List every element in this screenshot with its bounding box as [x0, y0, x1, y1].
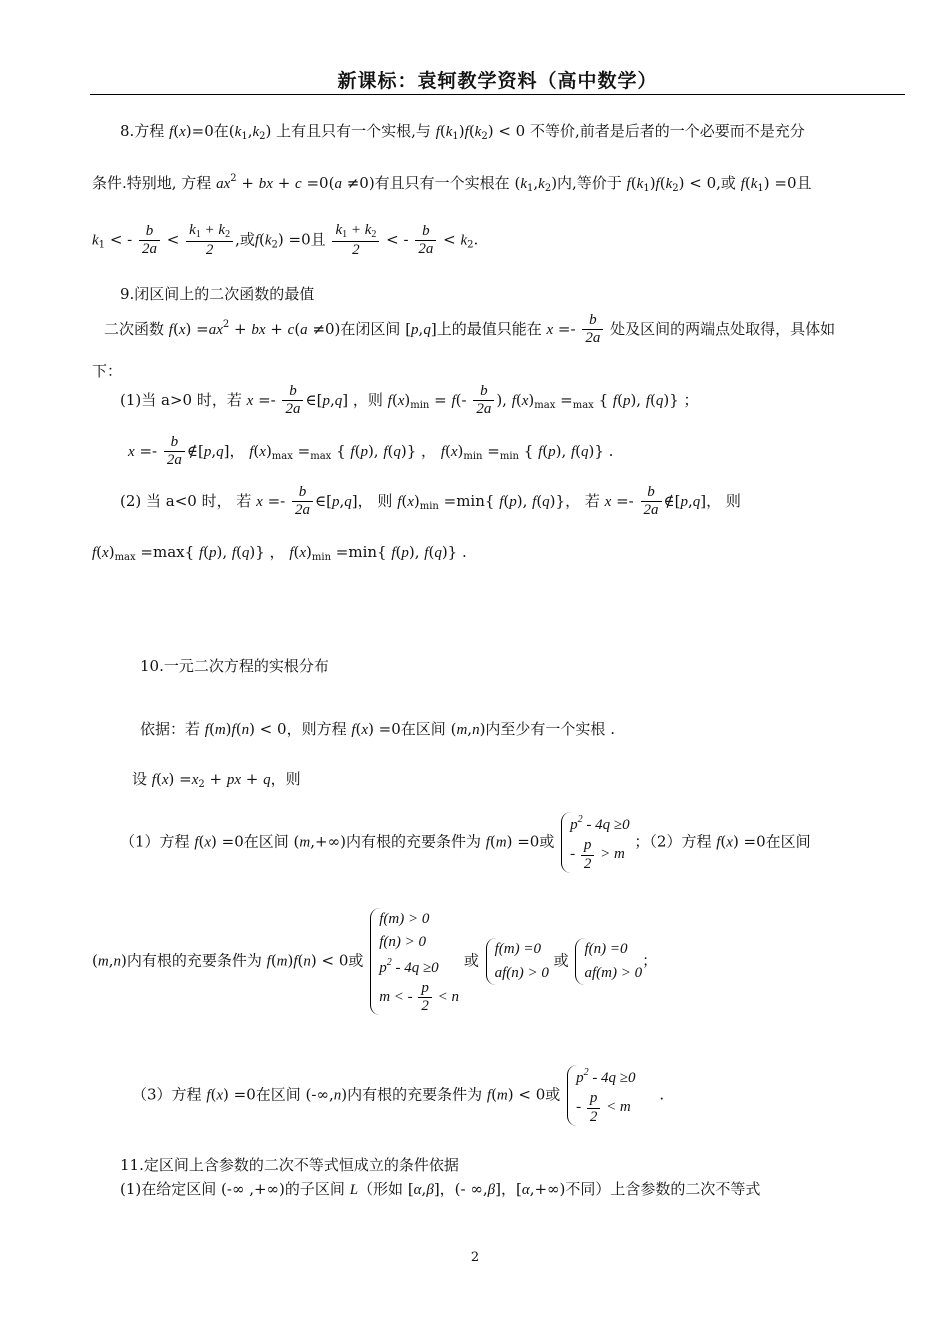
text: 依据：若 — [140, 720, 201, 738]
s9-case2-b: $f(x)_{max} =\max${ f(p), f(q)} ， $f(x)_{min} =\min${ f(p), f(q)} . — [92, 543, 467, 563]
text: 或 — [539, 832, 555, 851]
text: 且 — [310, 230, 326, 249]
text: (1)当 a>0 时，若 — [120, 390, 242, 409]
text: 上的最值只能在 — [436, 319, 542, 338]
text: ，则 — [270, 770, 301, 788]
text: 在区间 — [243, 832, 289, 851]
text: 设 — [132, 770, 148, 788]
text: 条件.特别地, 方程 — [92, 174, 212, 192]
text: ，则 — [352, 390, 383, 409]
text: 内至少有一个实根 . — [485, 720, 615, 738]
text: 处及区间的两端点处取得，具体如 — [610, 319, 836, 338]
s10-set: 设 $f(x) =x_2$ + px + q，则 — [132, 770, 301, 790]
s10-basis: 依据：若 f(m)f(n) < 0，则方程 f(x) =0在区间 (m,n)内至少有一个实根 . — [140, 720, 615, 738]
s8-line1: 8.方程 f(x)=0在$(k_1,k_2)$ 上有且只有一个实根,与 $f(k_1)f(k_2) < 0$ 不等价,前者是后者的一个必要而不是充分 — [120, 122, 805, 142]
text: ， 则 — [706, 491, 741, 510]
text: 内有根的充要条件为 — [347, 1085, 483, 1104]
s11-title: 11.定区间上含参数的二次不等式恒成立的条件依据 — [120, 1156, 459, 1174]
text: 且 — [796, 174, 812, 192]
s10-title: 10.一元二次方程的实根分布 — [140, 657, 329, 675]
s9-title: 9.闭区间上的二次函数的最值 — [120, 285, 315, 303]
text: ,或 — [716, 174, 736, 192]
text: 在区间 — [400, 720, 446, 738]
text: 或 — [553, 951, 569, 970]
text: 或 — [348, 951, 364, 970]
text: （3）方程 — [132, 1085, 202, 1104]
text: 在 — [213, 122, 229, 140]
s10-case3: （3）方程 f(x) =0在区间 (-∞,n)内有根的充要条件为 f(m) < 0或 $p^2 - 4q \ge 0$ - $\frac{p}{2}$ < m . — [132, 1067, 665, 1125]
text: ； — [683, 390, 699, 409]
s9-intro: 二次函数 $f(x) =ax^2$ + bx + c(a ≠0)在闭区间 [p,q]上的最值只能在 x =- $\frac{b}{2a}$ 处及区间的两端点处取得，具体如 — [104, 312, 836, 347]
s8-line2: 条件.特别地, 方程 $ax^2$ + bx + c =0(a ≠0)有且只有一个实根在 $(k_1,k_2)$内,等价于 $f(k_1)f(k_2) < 0$,或 $f(k_1) =0$且 — [92, 173, 812, 194]
text: ， 若 — [565, 491, 600, 510]
text: 上有且只有一个实根,与 — [276, 122, 431, 140]
s8-line3: $k_1$ < - $\frac{b}{2a}$ < $\frac{k_1 + k_2}{2}$ ,或$f(k_2) =0$且 $\frac{k_1 + k_2}{2}$ < - $\frac{b}{2a}$ < $k_2$. — [92, 222, 479, 258]
text: (2) 当 a<0 时， 若 — [120, 491, 252, 510]
condition-brace: f(m) =0 af(n) > 0 — [486, 938, 549, 985]
text: 在区间 — [255, 1085, 301, 1104]
s10-case2: (m,n)内有根的充要条件为 f(m)f(n) < 0或 f(m) > 0 f(n) > 0 $p^2 - 4q \ge 0$ m < - $\frac{p}{2}$ < n 或 f(m) =0 af(n) > 0 或 f(n) =0 af(m) > 0 ； — [92, 908, 657, 1015]
text: 8.方程 — [120, 122, 165, 140]
text: 在闭区间 — [340, 319, 401, 338]
text: 内有根的充要条件为 — [126, 951, 262, 970]
s9-case2: (2) 当 a<0 时， 若 x =- $\frac{b}{2a}$ ∈[p,q]， 则 $f(x)_{min} =\min${ f(p), f(q)}， 若 x =- $\frac{b}{2a}$ ∉[p,q]， 则 — [120, 484, 741, 519]
s9-case1: (1)当 a>0 时，若 x =- $\frac{b}{2a}$ ∈[p,q] ，则 $f(x)_{min} = f(-$ $\frac{b}{2a}$ ), $f(x)_{max} =_{max}$ { f(p), f(q)} ； — [120, 383, 699, 418]
s9-case1-b: x =- $\frac{b}{2a}$ ∉[p,q]， $f(x)_{max} =_{max}$ { f(p), f(q)} ， $f(x)_{min} =_{min}$ { f(p), f(q)} . — [128, 434, 614, 469]
text: ， 则 — [357, 491, 393, 510]
text: 不同）上含参数的二次不等式 — [565, 1180, 761, 1198]
text: ,或 — [235, 230, 255, 249]
condition-brace: $p^2 - 4q \ge 0$ - $\frac{p}{2}$ > m — [561, 812, 629, 873]
text: （1）方程 — [120, 832, 190, 851]
condition-brace: $p^2 - 4q \ge 0$ - $\frac{p}{2}$ < m — [567, 1065, 635, 1126]
header-rule — [90, 94, 905, 95]
text: . — [659, 1085, 665, 1104]
text: 或 — [545, 1085, 561, 1104]
text: 不等价,前者是后者的一个必要而不是充分 — [530, 122, 805, 140]
condition-brace: f(n) =0 af(m) > 0 — [575, 938, 642, 985]
text: 在区间 — [765, 832, 811, 851]
s11-line1: (1)在给定区间 (-∞ ,+∞)的子区间 L（形如 [α,β]，(- ∞,β]，[α,+∞)不同）上含参数的二次不等式 — [120, 1180, 761, 1198]
page-number: 2 — [470, 1250, 480, 1265]
text: ，则方程 — [286, 720, 347, 738]
text: 内有根的充要条件为 — [345, 832, 481, 851]
text: (1)在给定区间 — [120, 1180, 217, 1198]
text: 二次函数 — [104, 319, 165, 338]
page-header: 新课标：袁轲教学资料（高中数学） — [337, 70, 658, 92]
text: 内,等价于 — [557, 174, 622, 192]
text: ； — [642, 951, 658, 970]
s10-case1: （1）方程 f(x) =0在区间 (m,+∞)内有根的充要条件为 f(m) =0或 $p^2 - 4q \ge 0$ - $\frac{p}{2}$ > m ；（2）方程 f(x) =0在区间 — [120, 814, 811, 872]
text: （形如 — [358, 1180, 404, 1198]
text: 的子区间 — [284, 1180, 345, 1198]
text: 或 — [463, 951, 479, 970]
condition-brace: f(m) > 0 f(n) > 0 $p^2 - 4q \ge 0$ m < - $\frac{p}{2}$ < n — [370, 908, 459, 1015]
text: ；（2）方程 — [634, 832, 712, 851]
s9-intro-end: 下： — [92, 362, 123, 380]
text: 有且只有一个实根在 — [374, 174, 510, 192]
